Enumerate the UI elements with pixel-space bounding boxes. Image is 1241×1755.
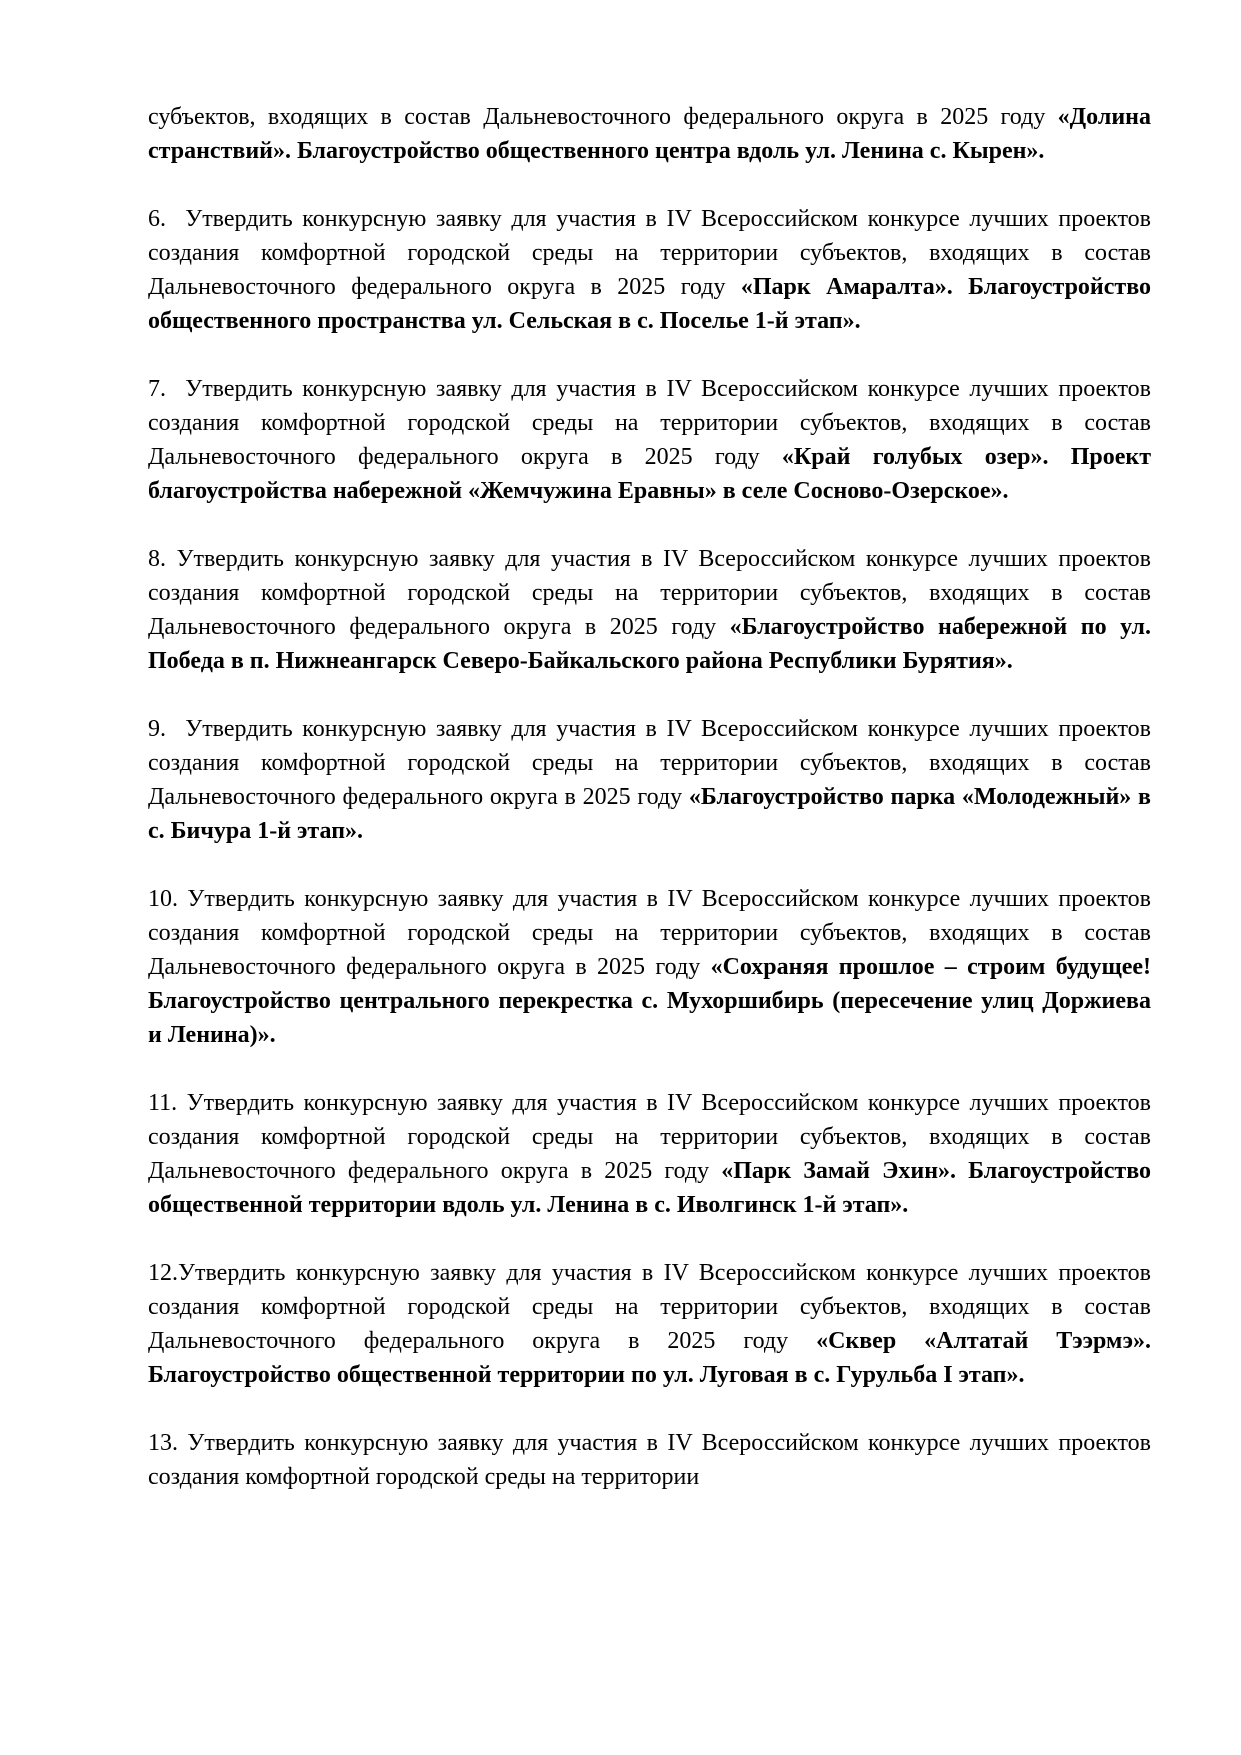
paragraph-regular-text: 7. Утвердить конкурсную заявку для участия в IV Всероссийском конкурсе лучших проектов создания комфортной городской среды на территории субъектов, входящих в состав Дальневосточного федерального округа в 2025 году	[148, 376, 1151, 470]
paragraph-regular-text: 9. Утвердить конкурсную заявку для участия в IV Всероссийском конкурсе лучших проектов создания комфортной городской среды на территории субъектов, входящих в состав Дальневосточного федерального округа в 2025 году	[148, 716, 1151, 810]
paragraph-regular-text: 13. Утвердить конкурсную заявку для участия в IV Всероссийском конкурсе лучших проектов создания комфортной городской среды на территории	[148, 1430, 1151, 1490]
paragraph-regular-text: субъектов, входящих в состав Дальневосточного федерального округа в 2025 году	[148, 104, 1058, 130]
paragraph-item-11	[148, 1086, 1151, 1222]
paragraph-item-13-partial	[148, 1426, 1151, 1494]
paragraph-item-9	[148, 712, 1151, 848]
paragraph-bold-project-title: «Долина странствий». Благоустройство общественного центра вдоль ул. Ленина с. Кырен».	[148, 104, 1151, 164]
paragraph-regular-text: 11. Утвердить конкурсную заявку для участия в IV Всероссийском конкурсе лучших проектов создания комфортной городской среды на территории субъектов, входящих в состав Дальневосточного федерального округа в 2025 году	[148, 1090, 1151, 1184]
paragraph-regular-text: 8. Утвердить конкурсную заявку для участия в IV Всероссийском конкурсе лучших проектов создания комфортной городской среды на территории субъектов, входящих в состав Дальневосточного федерального округа в 2025 году	[148, 546, 1151, 640]
paragraph-item-5-continuation	[148, 100, 1151, 168]
paragraph-item-10	[148, 882, 1151, 1052]
paragraph-bold-project-title: «Сохраняя прошлое – строим будущее! Благоустройство центрального перекрестка с. Мухоршибирь (пересечение улиц Доржиева и Ленина)».	[148, 954, 1152, 1048]
paragraph-item-8	[148, 542, 1151, 678]
paragraph-item-12	[148, 1256, 1151, 1392]
paragraph-regular-text: 10. Утвердить конкурсную заявку для участия в IV Всероссийском конкурсе лучших проектов создания комфортной городской среды на территории субъектов, входящих в состав Дальневосточного федерального округа в 2025 году	[148, 886, 1151, 980]
paragraph-regular-text: 6. Утвердить конкурсную заявку для участия в IV Всероссийском конкурсе лучших проектов создания комфортной городской среды на территории субъектов, входящих в состав Дальневосточного федерального округа в 2025 году	[148, 206, 1151, 300]
paragraph-bold-project-title: «Край голубых озер». Проект благоустройства набережной «Жемчужина Еравны» в селе Сосново-Озерское».	[148, 444, 1151, 504]
document-text-block	[148, 100, 1151, 1494]
paragraph-bold-project-title: «Благоустройство набережной по ул. Победа в п. Нижнеангарск Северо-Байкальского района Республики Бурятия».	[148, 614, 1151, 674]
paragraph-bold-project-title: «Благоустройство парка «Молодежный» в с. Бичура 1-й этап».	[148, 784, 1152, 844]
paragraph-item-7	[148, 372, 1151, 508]
paragraph-bold-project-title: «Парк Амаралта». Благоустройство общественного пространства ул. Сельская в с. Поселье 1-й этап».	[148, 274, 1151, 334]
paragraph-regular-text: 12.Утвердить конкурсную заявку для участия в IV Всероссийском конкурсе лучших проектов создания комфортной городской среды на территории субъектов, входящих в состав Дальневосточного федерального округа в 2025 году	[148, 1260, 1151, 1354]
paragraph-item-6	[148, 202, 1151, 338]
paragraph-bold-project-title: «Парк Замай Эхин». Благоустройство общественной территории вдоль ул. Ленина в с. Иволгинск 1-й этап».	[148, 1158, 1151, 1218]
paragraph-bold-project-title: «Сквер «Алтатай Тээрмэ». Благоустройство общественной территории по ул. Луговая в с. Гурульба I этап».	[148, 1328, 1151, 1388]
